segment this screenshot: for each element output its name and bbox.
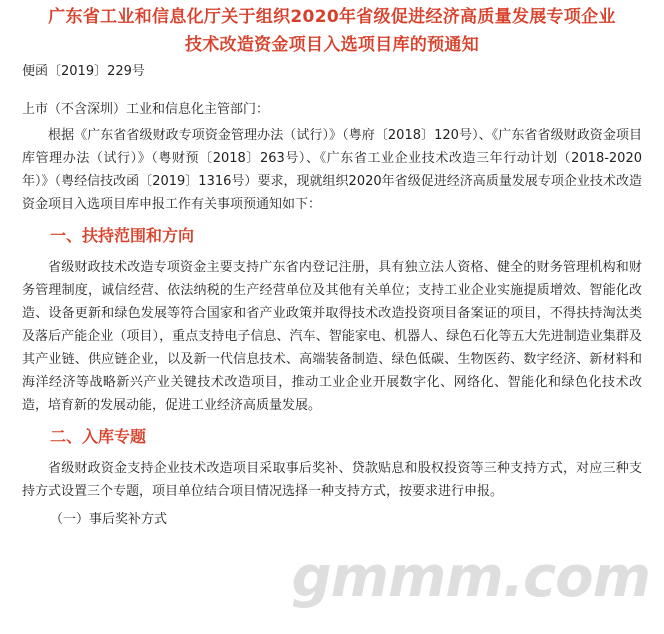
document-title <box>0 0 664 59</box>
intro-paragraph: 根据《广东省省级财政专项资金管理办法（试行）》（粤府〔2018〕120号）、《广东省省级财政资金项目库管理办法（试行）》（粤财预〔2018〕263号）、《广东省工业企业技术改造三年行动计划（2018-2020年）》（粤经信技改函〔2019〕1316号）要求，现就组织2020年省级促进经济高质量发展专项企业技术改造资金项目入选项目库申报工作有关事项预通知如下： <box>22 128 642 212</box>
recipient: 上市（不含深圳）工业和信息化主管部门： <box>22 102 270 117</box>
section-heading-scope: 一、扶持范围和方向 <box>50 226 195 245</box>
title-line-1: 广东省工业和信息化厅关于组织2020年省级促进经济高质量发展专项企业 <box>48 7 616 27</box>
section-body-topics: 省级财政资金支持企业技术改造项目采取事后奖补、贷款贴息和股权投资等三种支持方式，对应三种支持方式设置三个专题，项目单位结合项目情况选择一种支持方式，按要求进行申报。 <box>22 461 642 499</box>
title-line-2: 技术改造资金项目入选项目库的预通知 <box>184 35 480 55</box>
section-body-scope: 省级财政技术改造专项资金主要支持广东省内登记注册，具有独立法人资格、健全的财务管理机构和财务管理制度，诚信经营、依法纳税的生产经营单位及其他有关单位；支持工业企业实施提质增效、智能化改造、设备更新和绿色发展等符合国家和省产业政策并取得技术改造投资项目备案证的项目，不得扶持淘汰类及落后产能企业（项目），重点支持电子信息、汽车、智能家电、机器人、绿色石化等五大先进制造业集群及其产业链、供应链企业，以及新一代信息技术、高端装备制造、绿色低碳、生物医药、数字经济、新材料和海洋经济等战略新兴产业关键技术改造项目，推动工业企业开展数字化、网络化、智能化和绿色化技术改造，培育新的发展动能，促进工业经济高质量发展。 <box>22 260 642 413</box>
section-heading-topics: 二、入库专题 <box>50 427 147 446</box>
document-number: 便函〔2019〕229号 <box>22 64 145 79</box>
subsection-heading-cutoff: （一）事后奖补方式 <box>50 512 168 527</box>
watermark: gmmm.com <box>291 545 650 610</box>
